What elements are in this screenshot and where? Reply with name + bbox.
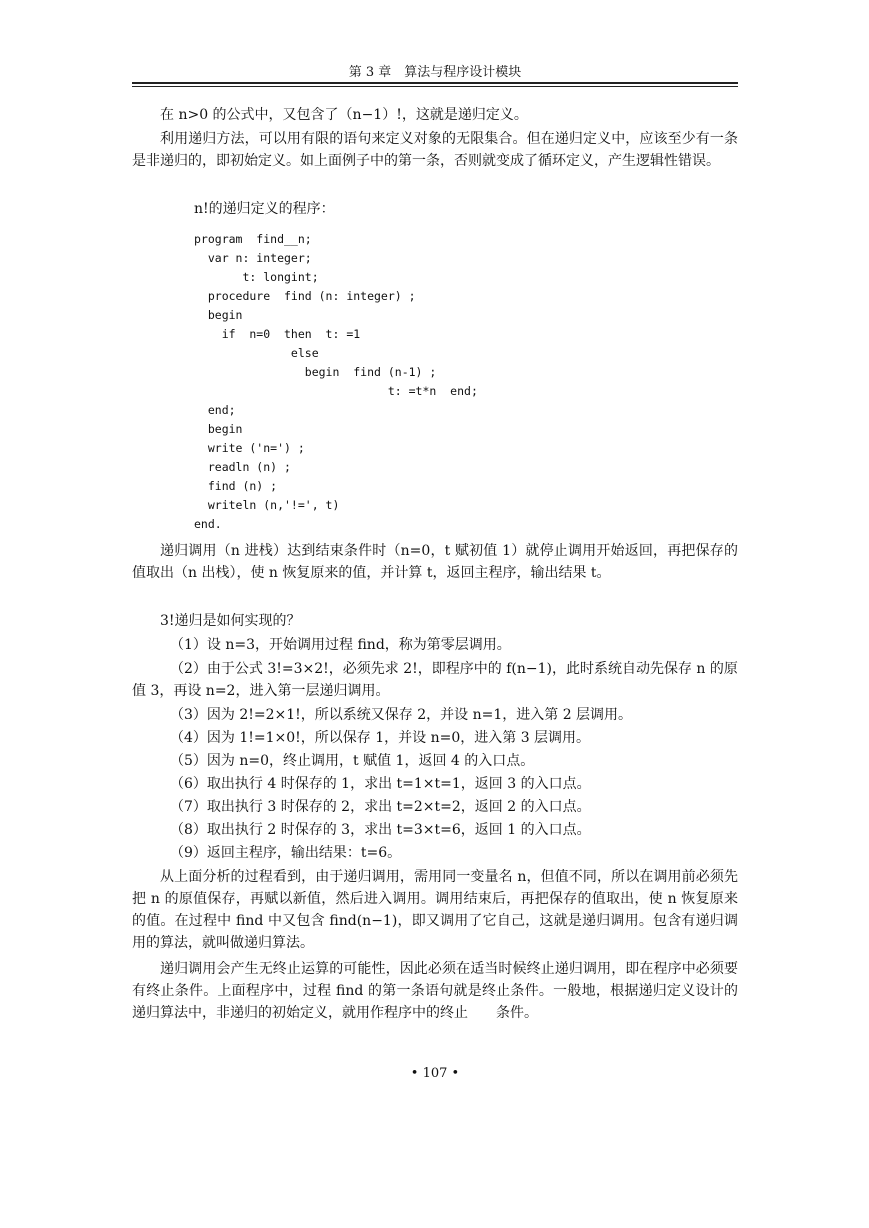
step-7: （7）取出执行 3 时保存的 2，求出 t=2×t=2，返回 2 的入口点。 [170,799,591,815]
step-9: （9）返回主程序，输出结果：t=6。 [170,845,402,861]
paragraph-2: 利用递归方法，可以用有限的语句来定义对象的无限集合。但在递归定义中，应该至少有一条是非递归的，即初始定义。如上面例子中的第一条，否则就变成了循环定义，产生逻辑性错误。 [132,131,738,169]
paragraph-4: 递归调用（n 进栈）达到结束条件时（n=0，t 赋初值 1）就停止调用开始返回，再把保存的值取出（n 出栈），使 n 恢复原来的值，并计算 t，返回主程序，输出结果 t。 [132,543,738,581]
code-line: end; [194,403,236,417]
code-line: writeln (n,'!=', t) [194,498,340,512]
code-line: write ('n=') ; [194,441,305,455]
paragraph-5: 3!递归是如何实现的？ [160,613,301,629]
page-number: • 107 • [410,1066,460,1081]
step-8: （8）取出执行 2 时保存的 3，求出 t=3×t=6，返回 1 的入口点。 [170,822,591,838]
paragraph-1: 在 n>0 的公式中，又包含了（n−1）!，这就是递归定义。 [160,107,528,123]
code-line: program find__n; [194,232,312,246]
code-line: t: =t*n end; [194,384,478,398]
step-5: （5）因为 n=0，终止调用，t 赋值 1，返回 4 的入口点。 [170,753,535,769]
code-line: find (n) ; [194,479,278,493]
paragraph-7: 递归调用会产生无终止运算的可能性，因此必须在适当时候终止递归调用，即在程序中必须要有终止条件。上面程序中，过程 find 的第一条语句就是终止条件。一般地，根据递归定义设计的递归算法中，非递归的初始定义，就用作程序中的终止 条件。 [132,961,738,1021]
step-2: （2）由于公式 3!=3×2!，必须先求 2!，即程序中的 f(n−1)，此时系统自动先保存 n 的原值 3，再设 n=2，进入第一层递归调用。 [132,661,738,699]
code-line: readln (n) ; [194,460,291,474]
paragraph-3: n!的递归定义的程序： [194,201,335,217]
step-6: （6）取出执行 4 时保存的 1，求出 t=1×t=1，返回 3 的入口点。 [170,776,591,792]
code-line: begin [194,308,243,322]
step-3: （3）因为 2!=2×1!，所以系统又保存 2，并设 n=1，进入第 2 层调用。 [170,707,633,723]
code-block [194,230,478,534]
code-line: begin find (n-1) ; [194,365,437,379]
running-header: 第 3 章 算法与程序设计模块 [348,65,522,80]
code-line: end. [194,517,222,531]
header-rule-thin [132,86,738,87]
step-4: （4）因为 1!=1×0!，所以保存 1，并设 n=0，进入第 3 层调用。 [170,730,591,746]
code-line: else [194,346,319,360]
paragraph-6: 从上面分析的过程看到，由于递归调用，需用同一变量名 n，但值不同，所以在调用前必须先把 n 的原值保存，再赋以新值，然后进入调用。调用结束后，再把保存的值取出，使 n 恢复原来的值。在过程中 find 中又包含 find(n−1)，即又调用了它自己，这就是递归调用。包含有递归调用的算法，就叫做递归算法。 [132,869,738,951]
header-rule-thick [132,82,738,84]
code-line: var n: integer; [194,251,312,265]
code-line: begin [194,422,243,436]
code-line: procedure find (n: integer) ; [194,289,416,303]
code-line: t: longint; [194,270,319,284]
code-line: if n=0 then t: =1 [194,327,361,341]
step-1: （1）设 n=3，开始调用过程 find，称为第零层调用。 [170,637,511,653]
